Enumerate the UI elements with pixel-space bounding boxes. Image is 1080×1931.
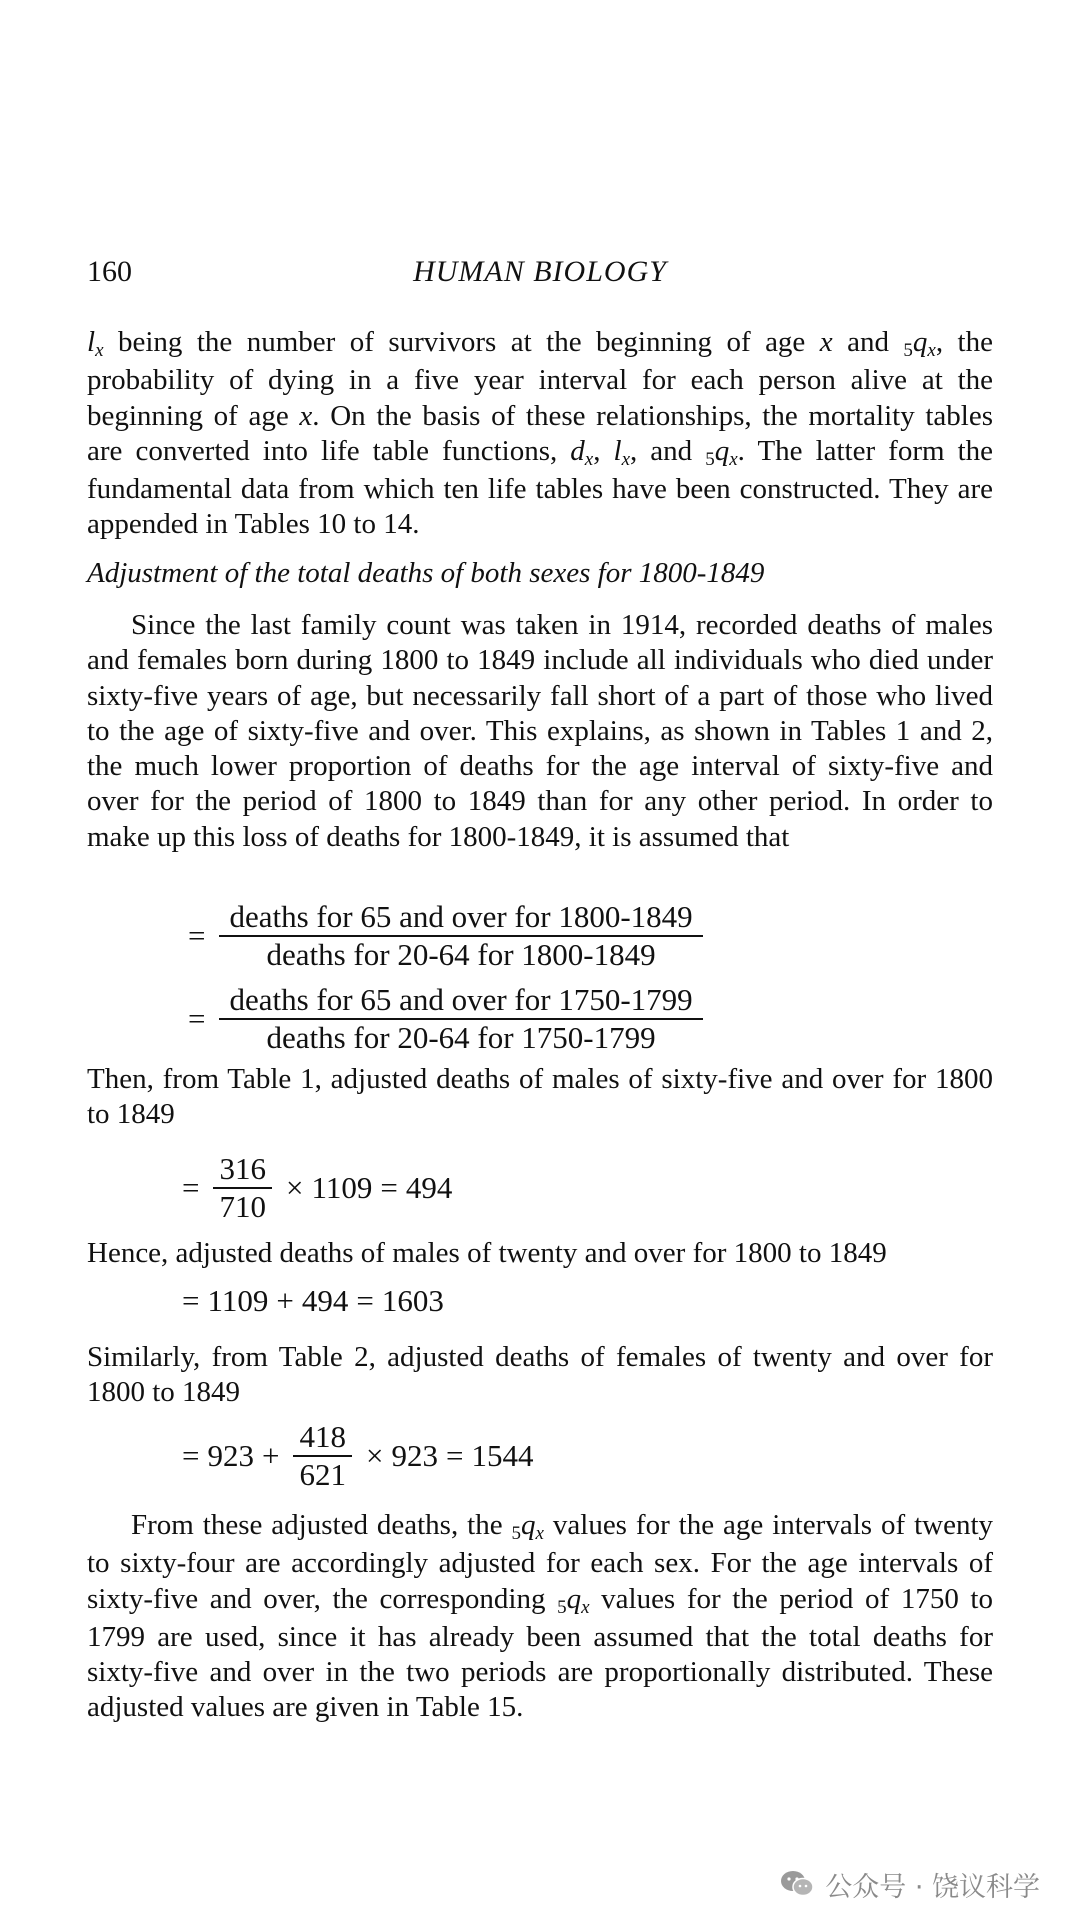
numerator: 418 bbox=[293, 1420, 352, 1457]
fraction bbox=[213, 1152, 272, 1224]
fraction bbox=[219, 983, 702, 1055]
equation-ratio-1800: = $\frac{\text{deaths for 65 and over for 1800-1849}}{\text{deaths for 20-64 for 1800-1849}}$ bbox=[180, 900, 709, 972]
fraction bbox=[293, 1420, 352, 1492]
equation-ratio-1750: = $\frac{\text{deaths for 65 and over for 1750-1799}}{\text{deaths for 20-64 for 1750-1799}}$ bbox=[180, 983, 709, 1055]
denominator: 621 bbox=[299, 1457, 346, 1492]
watermark bbox=[779, 1864, 1040, 1904]
page-header bbox=[87, 255, 993, 295]
paragraph-adjusted-values: From these adjusted deaths, the 5qx values for the age intervals of twenty to sixty-four are accordingly adjusted for each sex. For the age intervals of sixty-five and over, the corresponding 5qx values for the period of 1750 to 1799 are used, since it has already been assumed that the total deaths for sixty-five and over in the two periods are proportionally distributed. These adjusted values are given in Table 15. bbox=[87, 1509, 994, 1724]
page-number: 160 bbox=[87, 255, 132, 288]
paragraph-life-table-intro: lx being the number of survivors at the beginning of age x and 5qx, the probability of dying in a five year interval for each person alive at the beginning of age x. On the basis of these relationships, the mortality tables are converted into life table functions, dx, lx, and 5qx. The latter form the fundamental data from which ten life tables have been constructed. They are appended in Tables 10 to 14. bbox=[87, 326, 994, 541]
numerator: deaths for 65 and over for 1800-1849 bbox=[219, 900, 702, 937]
wechat-icon bbox=[779, 1869, 815, 1899]
denominator: deaths for 20-64 for 1800-1849 bbox=[266, 937, 656, 972]
equation-females-20: = 923 + $\frac{418}{621}$ × 923 = 1544 bbox=[182, 1419, 534, 1492]
paragraph-males-20: Hence, adjusted deaths of males of twenty and over for 1800 to 1849 bbox=[87, 1237, 887, 1269]
paragraph-adjustment: Since the last family count was taken in 1914, recorded deaths of males and females born during 1800 to 1849 include all individuals who died under sixty-five years of age, but necessarily fall short of a part of those who lived to the age of sixty-five and over. This explains, as shown in Tables 1 and 2, the much lower proportion of deaths for the age interval of sixty-five and over for the period of 1800 to 1849 than for any other period. In order to make up this loss of deaths for 1800-1849, it is assumed that bbox=[87, 609, 993, 853]
denominator: 710 bbox=[219, 1189, 266, 1224]
equation-males-20: = 1109 + 494 = 1603 bbox=[182, 1283, 444, 1318]
running-title: HUMAN BIOLOGY bbox=[413, 255, 667, 288]
section-heading: Adjustment of the total deaths of both sexes for 1800-1849 bbox=[87, 557, 765, 589]
denominator: deaths for 20-64 for 1750-1799 bbox=[266, 1020, 656, 1055]
paragraph-females-20: Similarly, from Table 2, adjusted deaths of females of twenty and over for 1800 to 1849 bbox=[87, 1341, 993, 1409]
watermark-text: 公众号 · 饶议科学 bbox=[825, 1871, 1040, 1903]
numerator: 316 bbox=[213, 1152, 272, 1189]
numerator: deaths for 65 and over for 1750-1799 bbox=[219, 983, 702, 1020]
paragraph-males-65: Then, from Table 1, adjusted deaths of males of sixty-five and over for 1800 to 1849 bbox=[87, 1063, 993, 1131]
fraction bbox=[219, 900, 702, 972]
equation-males-65: = $\frac{316}{710}$ × 1109 = 494 bbox=[182, 1151, 453, 1224]
